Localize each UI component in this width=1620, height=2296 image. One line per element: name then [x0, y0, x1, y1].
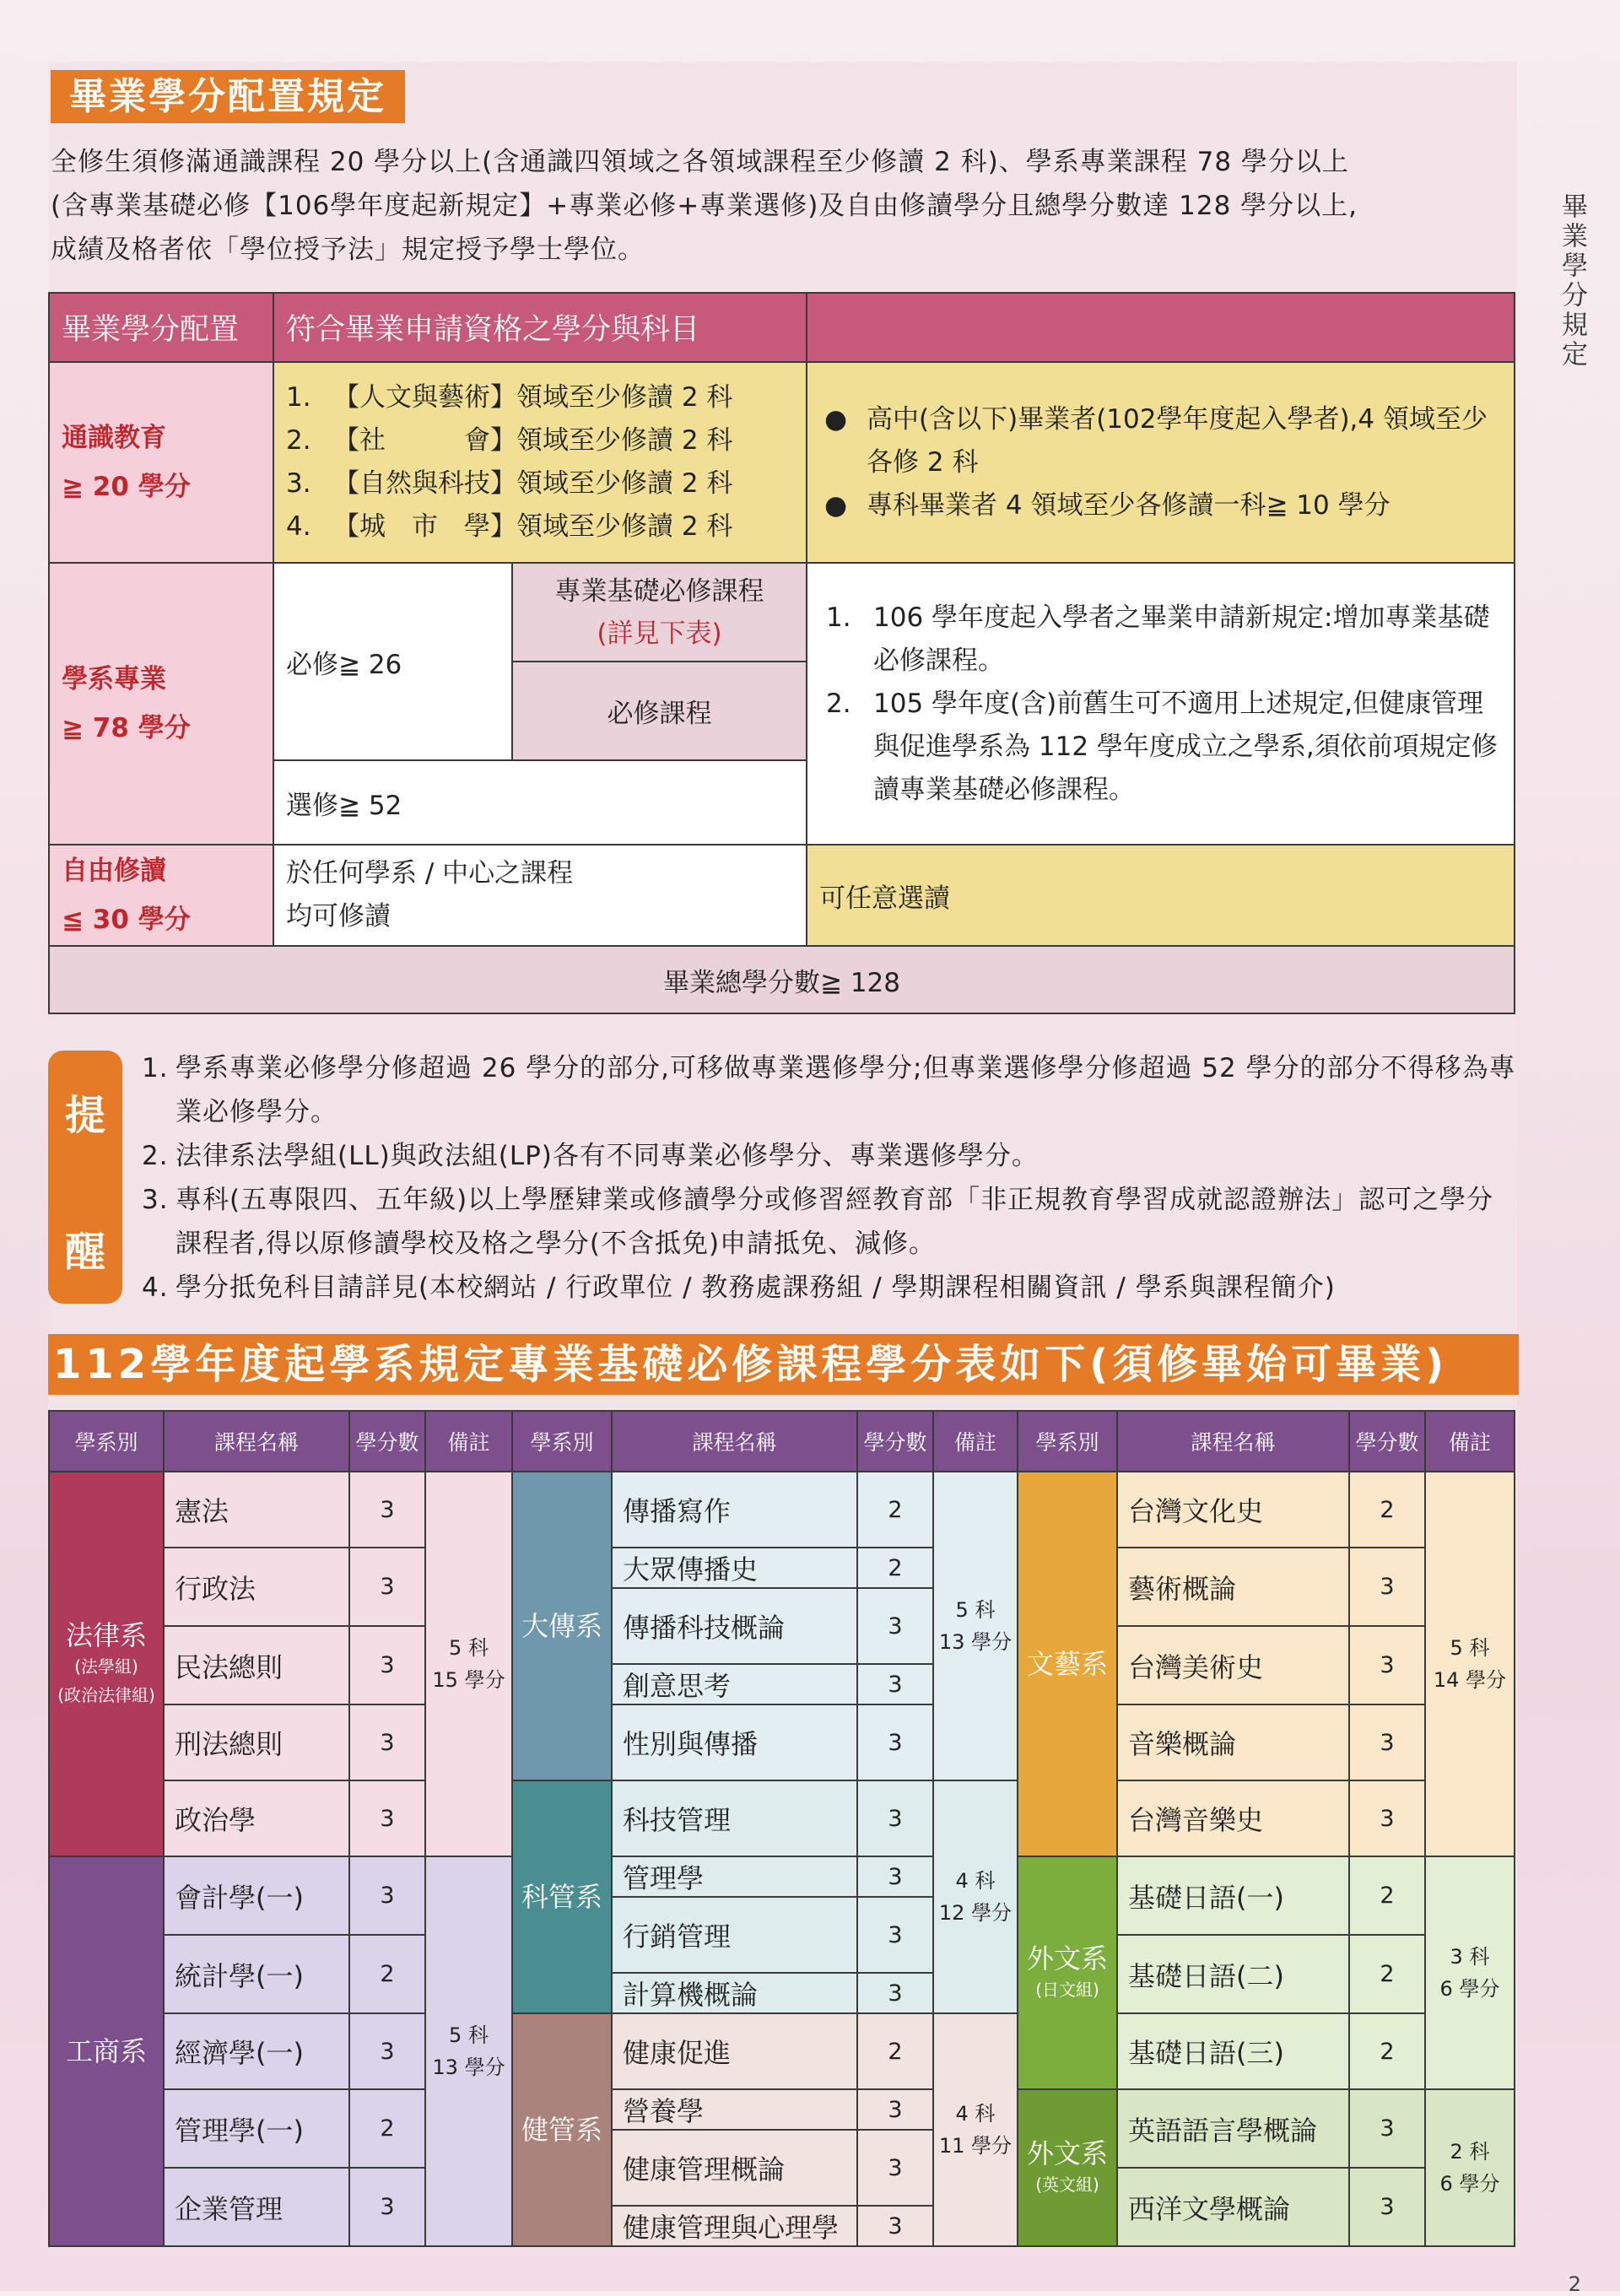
required-course: 必修課程 — [512, 662, 807, 760]
course-credit: 3 — [1349, 1626, 1425, 1704]
list-item: 2. 105 學年度(含)前舊生可不適用上述規定,但健康管理與促進學系為 112 學年度成立之學系,須依前項規定修讀專業基礎必修課程。 — [826, 688, 1498, 805]
course-name: 基礎日語(一) — [1117, 1856, 1349, 1935]
course-name: 政治學 — [164, 1780, 349, 1856]
reminder-list — [142, 1046, 1517, 1310]
course-credit: 2 — [1349, 1472, 1425, 1548]
page-number: 2 — [1568, 2272, 1581, 2296]
course-credit: 3 — [857, 1973, 933, 2013]
section-title: 畢業學分配置規定 — [51, 70, 405, 123]
general-education-notes — [807, 362, 1515, 563]
note-cell: 5 科 13 學分 — [425, 1856, 512, 2246]
free-elective-note: 可任意選讀 — [807, 845, 1515, 946]
table-header: 課程名稱 — [164, 1411, 349, 1472]
dept-cell: 外文系 (英文組) — [1018, 2089, 1117, 2246]
note-cell: 4 科 12 學分 — [933, 1780, 1018, 2013]
table-header: 學系別 — [1018, 1411, 1117, 1472]
list-item: ● 高中(含以下)畢業者(102學年度起入學者),4 領域至少各修 2 科 — [824, 398, 1502, 484]
course-credit: 3 — [349, 1548, 425, 1626]
table-row — [49, 1856, 1515, 1897]
course-name: 創意思考 — [612, 1664, 857, 1704]
course-credit: 3 — [349, 1856, 425, 1935]
table-header: 課程名稱 — [1117, 1411, 1349, 1472]
general-education-label: 通識教育 ≧ 20 學分 — [49, 362, 273, 563]
course-credit: 3 — [349, 2013, 425, 2089]
table-header: 備註 — [1425, 1411, 1515, 1472]
course-credit: 3 — [1349, 1704, 1425, 1780]
course-name: 健康管理與心理學 — [612, 2206, 857, 2246]
course-credit: 2 — [1349, 1935, 1425, 2013]
course-credit: 2 — [1349, 2013, 1425, 2089]
course-name: 基礎日語(三) — [1117, 2013, 1349, 2089]
course-credit: 3 — [857, 1704, 933, 1780]
course-name: 管理學 — [612, 1856, 857, 1897]
course-credit: 3 — [1349, 2089, 1425, 2168]
major-required: 必修≧ 26 — [273, 563, 512, 760]
major-elective: 選修≧ 52 — [273, 760, 807, 845]
list-item: 4. 學分抵免科目請詳見(本校網站 / 行政單位 / 教務處課務組 / 學期課程相關資訊 / 學系與課程簡介) — [142, 1272, 1336, 1303]
list-item: 2. 法律系法學組(LL)與政法組(LP)各有不同專業必修學分、專業選修學分。 — [142, 1141, 1039, 1171]
course-credit: 2 — [349, 1935, 425, 2013]
major-notes — [807, 563, 1515, 845]
course-name: 憲法 — [164, 1472, 349, 1548]
note-cell: 4 科 11 學分 — [933, 2013, 1018, 2246]
table-header: 學分數 — [1349, 1411, 1425, 1472]
course-name: 企業管理 — [164, 2168, 349, 2246]
note-cell: 5 科 14 學分 — [1425, 1472, 1515, 1856]
credit-allocation-table — [48, 292, 1515, 1014]
basic-required-course: 專業基礎必修課程 (詳見下表) — [512, 563, 807, 662]
general-education-domains — [273, 362, 807, 563]
major-label: 學系專業 ≧ 78 學分 — [49, 563, 273, 845]
course-credit: 3 — [857, 1897, 933, 1973]
side-label: 畢業學分規定 — [1557, 192, 1587, 370]
course-name: 台灣音樂史 — [1117, 1780, 1349, 1856]
table-row — [49, 1704, 1515, 1742]
table-header — [807, 293, 1515, 362]
table-header: 學系別 — [512, 1411, 612, 1472]
course-name: 會計學(一) — [164, 1856, 349, 1935]
note-cell: 5 科 13 學分 — [933, 1472, 1018, 1780]
list-item: 1. 106 學年度起入學者之畢業申請新規定:增加專業基礎必修課程。 — [826, 602, 1490, 676]
course-name: 民法總則 — [164, 1626, 349, 1704]
course-name: 經濟學(一) — [164, 2013, 349, 2089]
basic-course-table — [48, 1410, 1515, 2247]
section2-title: 112學年度起學系規定專業基礎必修課程學分表如下(須修畢始可畢業) — [48, 1334, 1519, 1395]
course-name: 健康管理概論 — [612, 2130, 857, 2206]
course-name: 傳播科技概論 — [612, 1588, 857, 1664]
note-cell: 3 科 6 學分 — [1425, 1856, 1515, 2089]
table-row — [49, 1548, 1515, 1588]
course-credit: 3 — [349, 1780, 425, 1856]
list-item: 1. 【人文與藝術】領域至少修讀 2 科 — [286, 382, 733, 413]
dept-cell: 健管系 — [512, 2013, 612, 2246]
note-cell: 2 科 6 學分 — [1425, 2089, 1515, 2246]
course-credit: 2 — [349, 2089, 425, 2168]
table-row — [49, 1780, 1515, 1818]
free-elective-label: 自由修讀 ≦ 30 學分 — [49, 845, 273, 946]
course-name: 台灣美術史 — [1117, 1626, 1349, 1704]
dept-cell: 大傳系 — [512, 1472, 612, 1780]
course-name: 行政法 — [164, 1548, 349, 1626]
table-header: 符合畢業申請資格之學分與科目 — [273, 293, 807, 362]
table-row — [49, 2089, 1515, 2130]
dept-cell: 工商系 — [49, 1856, 164, 2246]
note-cell: 5 科 15 學分 — [425, 1472, 512, 1856]
course-name: 傳播寫作 — [612, 1472, 857, 1548]
course-credit: 3 — [349, 1472, 425, 1548]
dept-cell: 文藝系 — [1018, 1472, 1117, 1856]
table-header: 備註 — [933, 1411, 1018, 1472]
total-credits: 畢業總學分數≧ 128 — [49, 946, 1515, 1013]
course-name: 西洋文學概論 — [1117, 2168, 1349, 2246]
course-name: 行銷管理 — [612, 1897, 857, 1973]
table-header: 學分數 — [857, 1411, 933, 1472]
table-header: 學分數 — [349, 1411, 425, 1472]
list-item: 3. 【自然與科技】領域至少修讀 2 科 — [286, 468, 733, 499]
dept-cell: 科管系 — [512, 1780, 612, 2013]
course-credit: 2 — [857, 2013, 933, 2089]
table-header: 學系別 — [49, 1411, 164, 1472]
table-header: 畢業學分配置 — [49, 293, 273, 362]
table-row — [49, 2013, 1515, 2051]
table-row — [49, 1472, 1515, 1510]
course-credit: 2 — [1349, 1856, 1425, 1935]
course-credit: 3 — [857, 2206, 933, 2246]
course-name: 大眾傳播史 — [612, 1548, 857, 1588]
course-credit: 3 — [1349, 1548, 1425, 1626]
intro-line: 全修生須修滿通識課程 20 學分以上(含通識四領域之各領域課程至少修讀 2 科)、學系專業課程 78 學分以上 — [51, 147, 1349, 177]
course-name: 營養學 — [612, 2089, 857, 2130]
table-header: 備註 — [425, 1411, 512, 1472]
course-name: 性別與傳播 — [612, 1704, 857, 1780]
list-item: 1. 學系專業必修學分修超過 26 學分的部分,可移做專業選修學分;但專業選修學分修超過 52 學分的部分不得移為專業必修學分。 — [142, 1053, 1516, 1127]
free-elective-desc: 於任何學系 / 中心之課程 均可修讀 — [273, 845, 807, 946]
list-item: 4. 【城 市 學】領域至少修讀 2 科 — [286, 511, 733, 542]
course-name: 管理學(一) — [164, 2089, 349, 2168]
course-name: 音樂概論 — [1117, 1704, 1349, 1780]
intro-text — [51, 140, 1519, 272]
intro-line: 成績及格者依「學位授予法」規定授予學士學位。 — [51, 235, 645, 265]
course-credit: 3 — [349, 2168, 425, 2246]
course-name: 英語語言學概論 — [1117, 2089, 1349, 2168]
course-credit: 3 — [349, 1626, 425, 1704]
course-name: 統計學(一) — [164, 1935, 349, 2013]
course-name: 基礎日語(二) — [1117, 1935, 1349, 2013]
table-header: 課程名稱 — [612, 1411, 857, 1472]
course-name: 刑法總則 — [164, 1704, 349, 1780]
course-name: 健康促進 — [612, 2013, 857, 2089]
course-name: 台灣文化史 — [1117, 1472, 1349, 1548]
course-name: 藝術概論 — [1117, 1548, 1349, 1626]
course-credit: 2 — [857, 1472, 933, 1548]
course-credit: 3 — [1349, 2168, 1425, 2246]
course-credit: 3 — [857, 1856, 933, 1897]
course-credit: 3 — [349, 1704, 425, 1780]
list-item: 3. 專科(五專限四、五年級)以上學歷肄業或修讀學分或修習經教育部「非正規教育學習成就認證辦法」認可之學分課程者,得以原修讀學校及格之學分(不含抵免)申請抵免、減修。 — [142, 1185, 1494, 1259]
course-name: 計算機概論 — [612, 1973, 857, 2013]
course-credit: 3 — [857, 1588, 933, 1664]
dept-cell: 法律系 (法學組) (政治法律組) — [49, 1472, 164, 1856]
dept-cell: 外文系 (日文組) — [1018, 1856, 1117, 2089]
course-credit: 3 — [857, 1780, 933, 1856]
reminder-badge: 提 醒 — [48, 1051, 122, 1304]
course-credit: 2 — [857, 1548, 933, 1588]
course-credit: 3 — [1349, 1780, 1425, 1856]
intro-line: (含專業基礎必修【106學年度起新規定】+專業必修+專業選修)及自由修讀學分且總學分數達 128 學分以上, — [51, 191, 1358, 221]
course-credit: 3 — [857, 1664, 933, 1704]
list-item: ● 專科畢業者 4 領域至少各修讀一科≧ 10 學分 — [824, 484, 1502, 527]
list-item: 2. 【社 會】領域至少修讀 2 科 — [286, 425, 733, 456]
course-credit: 3 — [857, 2089, 933, 2130]
course-name: 科技管理 — [612, 1780, 857, 1856]
course-credit: 3 — [857, 2130, 933, 2206]
